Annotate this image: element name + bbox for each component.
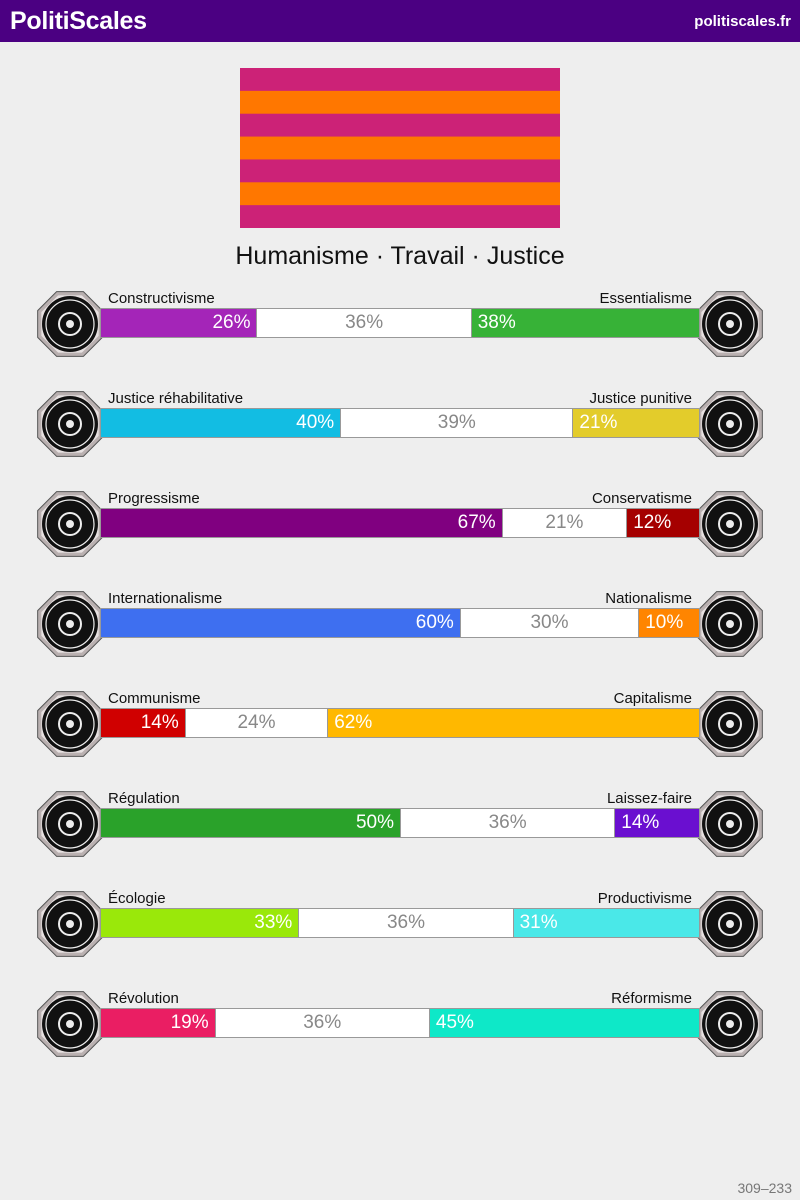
right-score-segment: 21%	[573, 409, 699, 437]
axis-row	[0, 688, 800, 764]
prison-bars-icon	[694, 388, 766, 460]
axis-row	[0, 488, 800, 564]
flag-stripe	[240, 137, 560, 160]
sprout-icon	[34, 888, 106, 960]
neutral-score-segment: 36%	[256, 309, 471, 337]
neutral-score-segment: 39%	[340, 409, 573, 437]
butterfly-icon	[694, 788, 766, 860]
left-score-segment: 19%	[101, 1009, 215, 1037]
axis-left-label: Progressisme	[108, 490, 200, 507]
axis-left-label: Régulation	[108, 790, 180, 807]
right-score-segment: 10%	[639, 609, 699, 637]
score-bar	[100, 908, 700, 938]
comet-icon	[34, 488, 106, 560]
score-bar	[100, 708, 700, 738]
score-bar	[100, 1008, 700, 1038]
axis-right-label: Conservatisme	[591, 490, 692, 507]
axis-row	[0, 788, 800, 864]
umbrella-icon	[694, 988, 766, 1060]
score-bar	[100, 808, 700, 838]
score-bar	[100, 308, 700, 338]
flag-stripe	[240, 159, 560, 182]
neutral-score-segment: 24%	[185, 709, 329, 737]
right-score-segment: 45%	[430, 1009, 699, 1037]
axis-left-label: Justice réhabilitative	[108, 390, 244, 407]
globe-icon	[34, 588, 106, 660]
neutral-score-segment: 36%	[215, 1009, 430, 1037]
score-bar	[100, 408, 700, 438]
axis-row	[0, 988, 800, 1064]
score-bar	[100, 608, 700, 638]
right-score-segment: 31%	[514, 909, 699, 937]
right-score-segment: 12%	[627, 509, 699, 537]
axis-left-label: Écologie	[108, 890, 166, 907]
left-score-segment: 14%	[101, 709, 185, 737]
gear-icon	[694, 888, 766, 960]
left-score-segment: 33%	[101, 909, 298, 937]
result-code: 309–233	[737, 1180, 792, 1196]
score-bar	[100, 508, 700, 538]
site-link[interactable]: politiscales.fr	[694, 12, 791, 30]
left-score-segment: 40%	[101, 409, 340, 437]
flower-icon	[694, 288, 766, 360]
flag-stripe	[240, 182, 560, 205]
flag-stripe	[240, 114, 560, 137]
hammer-sickle-icon	[34, 688, 106, 760]
flag-stripe	[240, 205, 560, 228]
right-score-segment: 38%	[472, 309, 699, 337]
axis-row	[0, 388, 800, 464]
handshake-icon	[34, 388, 106, 460]
ideology-flag	[240, 68, 560, 228]
slogan: Humanisme · Travail · Justice	[235, 242, 565, 270]
neutral-score-segment: 30%	[460, 609, 639, 637]
axis-left-label: Communisme	[108, 690, 201, 707]
axis-right-label: Nationalisme	[605, 590, 692, 607]
neutral-score-segment: 36%	[298, 909, 513, 937]
axis-right-label: Justice punitive	[589, 390, 692, 407]
flag-icon	[694, 588, 766, 660]
eye-icon	[34, 288, 106, 360]
right-score-segment: 62%	[328, 709, 699, 737]
axis-right-label: Réformisme	[611, 990, 692, 1007]
axis-right-label: Laissez-faire	[606, 790, 692, 807]
flag-stripe	[240, 68, 560, 91]
fist-icon	[34, 988, 106, 1060]
quill-icon	[694, 488, 766, 560]
flag-stripe	[240, 91, 560, 114]
axis-right-label: Essentialisme	[599, 290, 692, 307]
neutral-score-segment: 21%	[502, 509, 628, 537]
left-score-segment: 50%	[101, 809, 400, 837]
left-score-segment: 60%	[101, 609, 460, 637]
money-bag-icon	[694, 688, 766, 760]
ruler-icon	[34, 788, 106, 860]
axis-left-label: Révolution	[108, 990, 179, 1007]
right-score-segment: 14%	[615, 809, 699, 837]
app-header	[0, 0, 800, 42]
axis-right-label: Capitalisme	[613, 690, 692, 707]
axis-left-label: Constructivisme	[108, 290, 215, 307]
neutral-score-segment: 36%	[400, 809, 615, 837]
left-score-segment: 26%	[101, 309, 256, 337]
axis-left-label: Internationalisme	[108, 590, 223, 607]
axis-right-label: Productivisme	[597, 890, 692, 907]
axis-row	[0, 588, 800, 664]
axis-row	[0, 288, 800, 364]
left-score-segment: 67%	[101, 509, 502, 537]
axis-row	[0, 888, 800, 964]
brand-title: PolitiScales	[10, 6, 147, 35]
